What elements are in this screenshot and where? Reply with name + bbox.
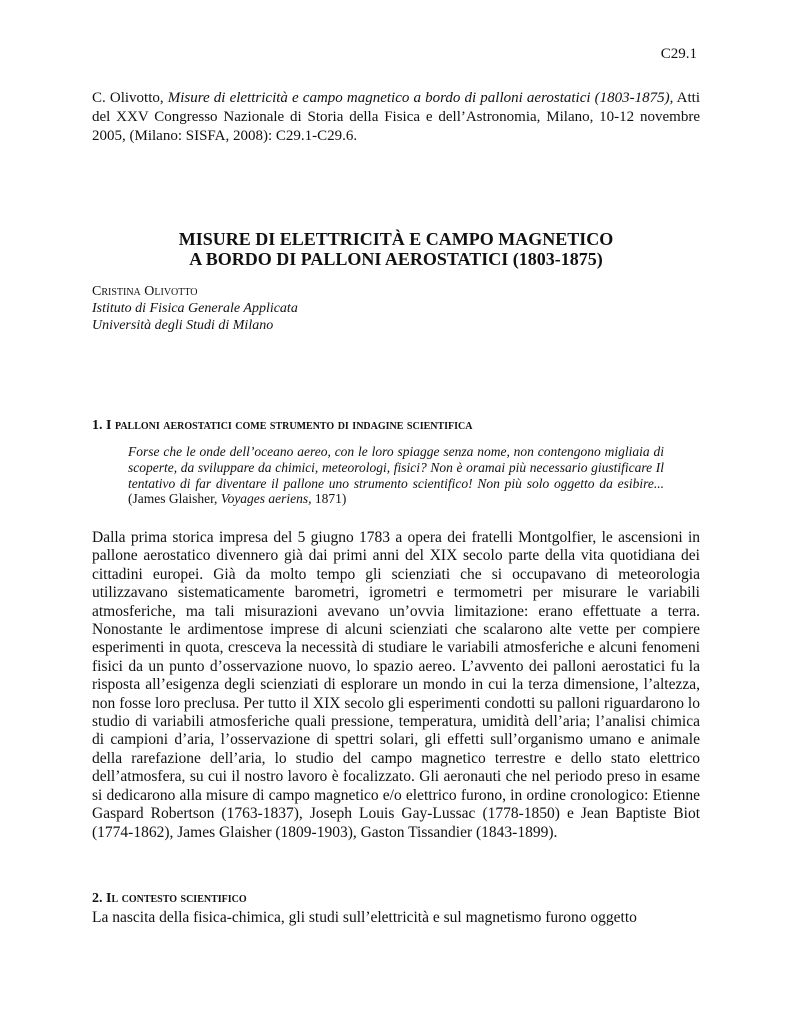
body-paragraph-2: La nascita della fisica-chimica, gli studi sull’elettricità e sul magnetismo furono oggetto xyxy=(92,909,637,926)
epigraph-attribution-open: (James Glaisher, xyxy=(128,491,221,507)
paper-title-line-2: A BORDO DI PALLONI AEROSTATICI (1803-1875) xyxy=(189,249,603,269)
section-2-heading xyxy=(92,891,247,907)
section-2-title: l contesto scientifico xyxy=(111,891,247,906)
section-1-heading xyxy=(92,418,473,434)
section-1-title: palloni aerostatici come strumento di indagine scientifica xyxy=(111,418,473,433)
author-name: Cristina Olivotto xyxy=(92,284,198,299)
epigraph xyxy=(128,444,664,507)
citation-author: C. Olivotto, xyxy=(92,90,168,106)
citation-details: Atti del XXV Congresso Nazionale di Storia della Fisica e dell’Astronomia, Milano, 10-12 novembre 2005, (Milano: SISFA, 2008): C29.1-C29.6. xyxy=(92,90,700,144)
page-number: C29.1 xyxy=(660,46,697,62)
epigraph-attribution-work: Voyages aeriens, xyxy=(220,491,312,507)
citation-title: Misure di elettricità e campo magnetico a bordo di palloni aerostatici (1803-1875), xyxy=(167,90,674,106)
body-paragraph-1: Dalla prima storica impresa del 5 giugno 1783 a opera dei fratelli Montgolfier, le ascensioni in pallone aerostatico divennero già dai primi anni del XIX secolo parte della vita quotidiana dei cittadini europei. Già da molto tempo gli scienziati che si occupavano di meteorologia utilizzavano sistematicamente barometri, igrometri e termometri per misurare le variabili atmosferiche, ma tali misurazioni avevano un’ovvia limitazione: erano effettuate a terra. Nonostante le ardimentose imprese di alcuni scienziati che scalarono alte vette per compiere esperimenti in quota, cresceva la necessità di studiare le variabili atmosferiche e alcuni fenomeni fisici da un punto d’osservazione nuovo, lo spazio aereo. L’avvento dei palloni aerostatici fu la risposta all’esigenza degli scienziati di esplorare un mondo in cui la terza dimensione, l’altezza, non fosse loro preclusa. Per tutto il XIX secolo gli esperimenti condotti su palloni riguardarono lo studio di variabili atmosferiche quali pressione, temperatura, umidità dell’aria; l’analisi chimica di campioni d’aria, l’osservazione di spettri solari, gli effetti sull’organismo umano e animale della rarefazione dell’aria, lo studio del campo magnetico terrestre e dello stato elettrico dell’atmosfera, su cui il nostro lavoro è focalizzato. Gli aeronauti che nel periodo preso in esame si dedicarono alla misure di campo magnetico e/o elettrico furono, in ordine cronologico: Etienne Gaspard Robertson (1763-1837), Joseph Louis Gay-Lussac (1778-1850) e Jean Baptiste Biot (1774-1862), James Glaisher (1809-1903), Gaston Tissandier (1843-1899). xyxy=(92,529,700,841)
citation xyxy=(92,89,700,146)
section-1-number: 1. I xyxy=(92,418,112,433)
paper-title xyxy=(92,229,700,269)
author-affiliation-institute: Istituto di Fisica Generale Applicata xyxy=(92,301,298,316)
paper-title-line-1: MISURE DI ELETTRICITÀ E CAMPO MAGNETICO xyxy=(178,229,614,249)
epigraph-quote: Forse che le onde dell’oceano aereo, con le loro spiagge senza nome, non contengono migliaia di scoperte, da sviluppare da chimici, meteorologi, fisici? Non è oramai più necessario giustificare Il tentativo di far diventare il pallone uno strumento scientifico! Non più solo oggetto da esibire... xyxy=(128,444,664,491)
epigraph-attribution-close: 1871) xyxy=(311,491,347,507)
section-2-number: 2. I xyxy=(92,891,112,906)
author-block xyxy=(92,283,298,334)
author-affiliation-university: Università degli Studi di Milano xyxy=(92,318,274,333)
